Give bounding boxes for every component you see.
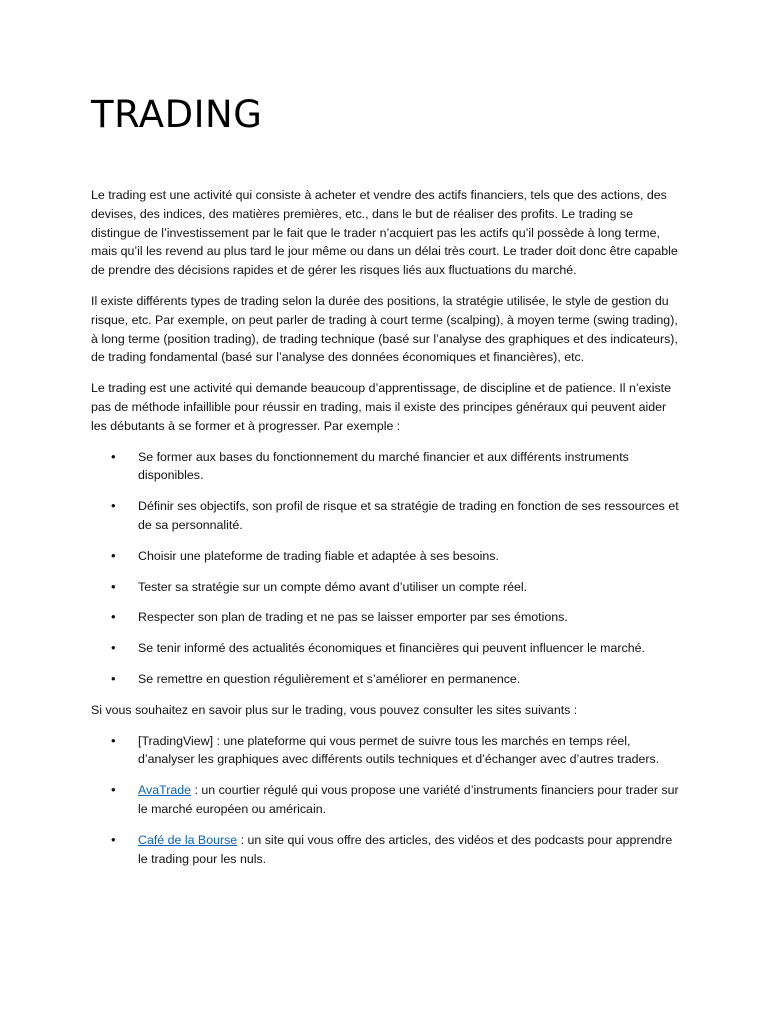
sites-intro-paragraph: Si vous souhaitez en savoir plus sur le trading, vous pouvez consulter les sites suivants :: [91, 702, 578, 717]
list-item: [91, 781, 680, 819]
sites-list: [91, 732, 680, 869]
document-title: TRADING: [91, 93, 263, 136]
tip-text: Respecter son plan de trading et ne pas se laisser emporter par ses émotions.: [138, 610, 568, 625]
tip-text: Se former aux bases du fonctionnement du marché financier et aux différents instruments disponibles.: [138, 449, 629, 483]
list-item: [91, 639, 680, 658]
site-description: : un courtier régulé qui vous propose une variété d’instruments financiers pour trader sur le marché européen ou américain.: [138, 783, 679, 816]
intro-paragraph: Le trading est une activité qui consiste à acheter et vendre des actifs financiers, tels que des actions, des devises, des indices, des matières premières, etc., dans le but de réaliser des profits. Le trading se distingue de l’investissement par le fait que le trader n’acquiert pas les actifs qu’il possède à long terme, mais qu’il les revend au plus tard le jour même ou dans un délai très court. Le trader doit donc être capable de prendre des décisions rapides et de gérer les risques liés aux fluctuations du marché.: [91, 188, 678, 278]
bullet-icon: •: [111, 831, 116, 847]
advice-paragraph: Le trading est une activité qui demande beaucoup d’apprentissage, de discipline et de patience. Il n’existe pas de méthode infaillible pour réussir en trading, mais il existe des principes généraux qui peuvent aider les débutants à se former et à progresser. Par exemple :: [91, 381, 671, 433]
bullet-icon: •: [111, 609, 116, 625]
list-item: [91, 831, 680, 869]
bullet-icon: •: [111, 547, 116, 563]
tip-text: Tester sa stratégie sur un compte démo avant d’utiliser un compte réel.: [138, 579, 528, 594]
list-item: [91, 497, 680, 535]
tip-text: Définir ses objectifs, son profil de risque et sa stratégie de trading en fonction de ses ressources et de sa personnalité.: [138, 499, 679, 532]
tips-list: [91, 448, 680, 689]
list-item: [91, 608, 680, 627]
bullet-icon: •: [111, 448, 116, 464]
cafe-de-la-bourse-link[interactable]: Café de la Bourse: [138, 832, 238, 847]
avatrade-link[interactable]: AvaTrade: [138, 783, 192, 798]
tip-text: Choisir une plateforme de trading fiable et adaptée à ses besoins.: [138, 548, 499, 563]
list-item: [91, 448, 680, 486]
bullet-icon: •: [111, 498, 116, 514]
list-item: [91, 732, 680, 770]
bullet-icon: •: [111, 670, 116, 686]
list-item: [91, 547, 680, 566]
bullet-icon: •: [111, 782, 116, 798]
document-body: [91, 186, 680, 868]
types-paragraph: Il existe différents types de trading selon la durée des positions, la stratégie utilisée, le style de gestion du risque, etc. Par exemple, on peut parler de trading à court terme (scalping), à moyen terme (swing trading), à long terme (position trading), de trading technique (basé sur l’analyse des graphiques et des indicateurs), de trading fondamental (basé sur l’analyse des données économiques et financières), etc.: [91, 293, 678, 365]
site-description: : une plateforme qui vous permet de suivre tous les marchés en temps réel, d’analyser les graphiques avec différents outils techniques et d’échanger avec d’autres traders.: [138, 733, 660, 767]
bullet-icon: •: [111, 578, 116, 594]
bullet-icon: •: [111, 732, 116, 748]
list-item: [91, 670, 680, 689]
tip-text: Se tenir informé des actualités économiques et financières qui peuvent influencer le marché.: [138, 641, 645, 656]
site-description: : un site qui vous offre des articles, des vidéos et des podcasts pour apprendre le trading pour les nuls.: [138, 832, 673, 866]
bullet-icon: •: [111, 640, 116, 656]
list-item: [91, 578, 680, 597]
tip-text: Se remettre en question régulièrement et s’améliorer en permanence.: [138, 671, 521, 686]
site-name-tradingview: [TradingView]: [138, 733, 214, 748]
